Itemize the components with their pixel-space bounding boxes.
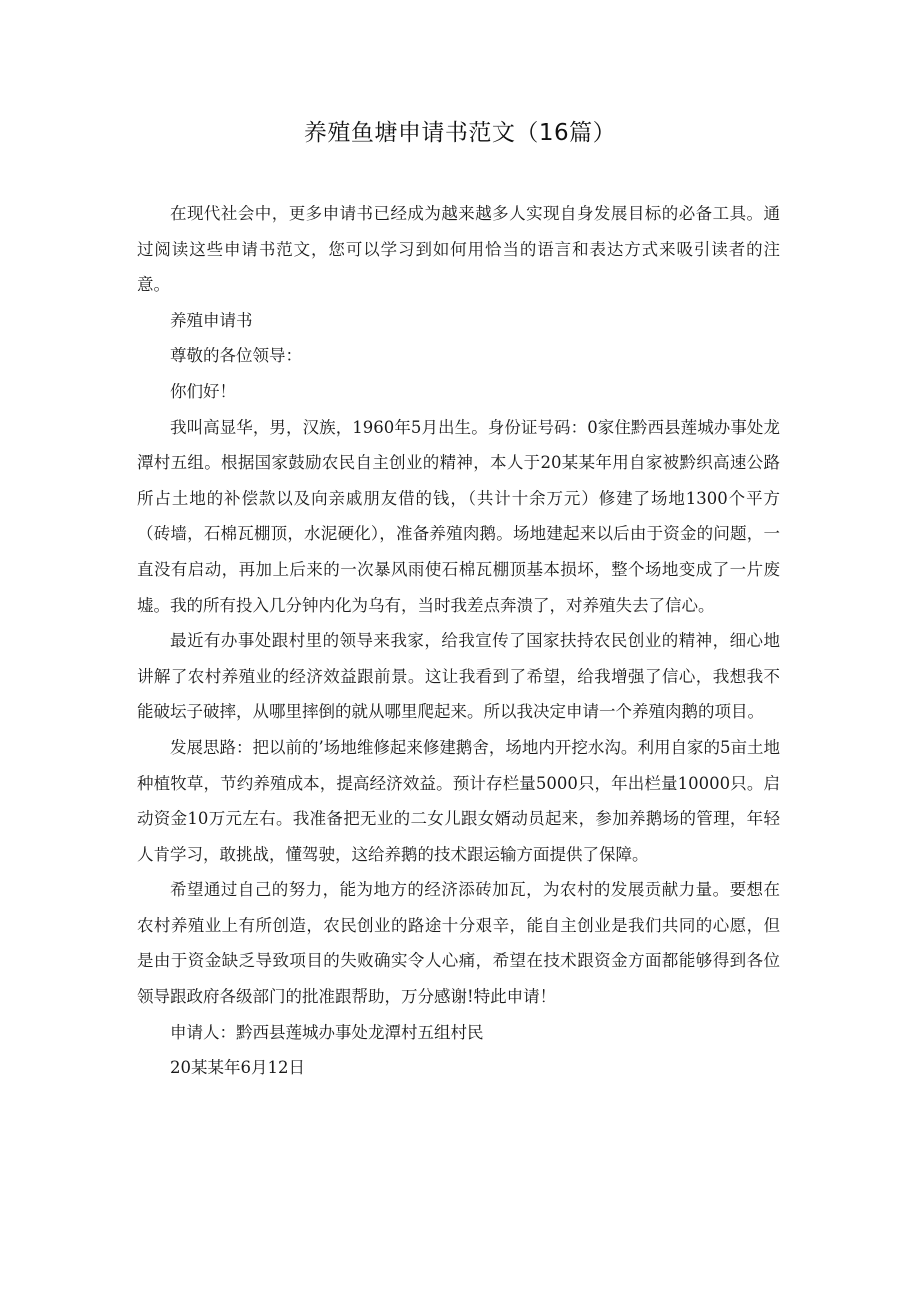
plan-paragraph: 发展思路：把以前的’场地维修起来修建鹅舍，场地内开挖水沟。利用自家的5亩土地种植牧草，节约养殖成本，提高经济效益。预计存栏量5000只，年出栏量10000只。启动资金10万元左右。我准备把无业的二女儿跟女婿动员起来，参加养鹅场的管理，年轻人肯学习，敢挑战，懂驾驶，这给养鹅的技术跟运输方面提供了保障。 (137, 737, 780, 864)
date-line: 20某某年6月12日 (170, 1058, 305, 1078)
greeting: 你们好！ (170, 381, 236, 401)
closing-paragraph: 希望通过自己的努力，能为地方的经济添砖加瓦，为农村的发展贡献力量。要想在农村养殖业上有所创造，农民创业的路途十分艰辛，能自主创业是我们共同的心愿，但是由于资金缺乏导致项目的失败确实令人心痛，希望在技术跟资金方面都能够得到各位领导跟政府各级部门的批准跟帮助，万分感谢!特此申请！ (137, 880, 780, 1007)
document-body (137, 196, 780, 1086)
letter-heading: 养殖申请书 (170, 310, 253, 330)
intro-paragraph: 在现代社会中，更多申请书已经成为越来越多人实现自身发展目标的必备工具。通过阅读这些申请书范文，您可以学习到如何用恰当的语言和表达方式来吸引读者的注意。 (137, 204, 780, 295)
salutation: 尊敬的各位领导： (170, 346, 302, 366)
background-paragraph: 我叫高显华，男，汉族，1960年5月出生。身份证号码：0家住黔西县莲城办事处龙潭村五组。根据国家鼓励农民自主创业的精神，本人于20某某年用自家被黔织高速公路所占土地的补偿款以及向亲戚朋友借的钱，（共计十余万元）修建了场地1300个平方（砖墙，石棉瓦棚顶，水泥硬化），准备养殖肉鹅。场地建起来以后由于资金的问题，一直没有启动，再加上后来的一次暴风雨使石棉瓦棚顶基本损坏，整个场地变成了一片废墟。我的所有投入几分钟内化为乌有，当时我差点奔溃了，对养殖失去了信心。 (137, 417, 780, 615)
document-title: 养殖鱼塘申请书范文（16篇） (303, 120, 617, 146)
applicant-line: 申请人：黔西县莲城办事处龙潭村五组村民 (170, 1022, 484, 1042)
motivation-paragraph: 最近有办事处跟村里的领导来我家，给我宣传了国家扶持农民创业的精神，细心地讲解了农村养殖业的经济效益跟前景。这让我看到了希望，给我增强了信心，我想我不能破坛子破摔，从哪里摔倒的就从哪里爬起来。所以我决定申请一个养殖肉鹅的项目。 (137, 631, 780, 722)
